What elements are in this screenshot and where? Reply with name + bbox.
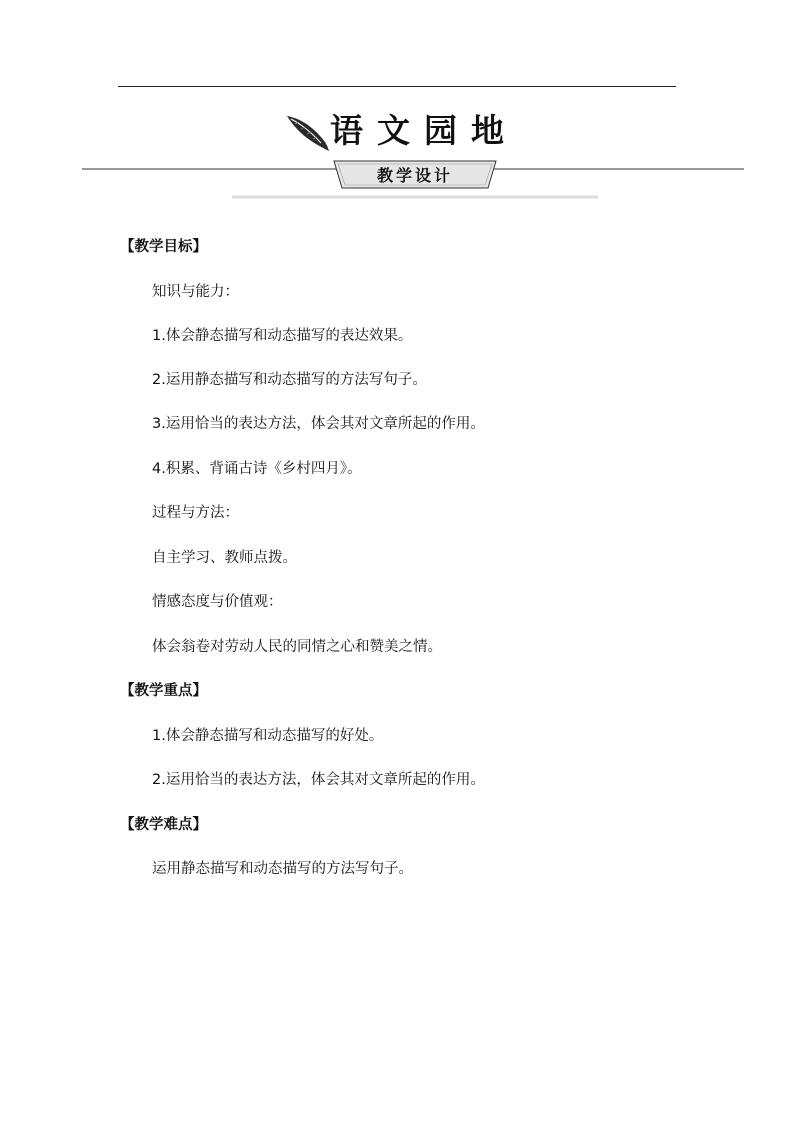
header-rule <box>118 86 676 87</box>
emotion-label: 情感态度与价值观： <box>152 594 283 610</box>
quill-icon <box>285 112 331 152</box>
difficulties-heading: 【教学难点】 <box>120 817 207 833</box>
list-item: 1.体会静态描写和动态描写的好处。 <box>152 728 384 744</box>
list-item: 3.运用恰当的表达方法，体会其对文章所起的作用。 <box>152 416 485 432</box>
key-points-heading: 【教学重点】 <box>120 683 207 699</box>
emotion-text: 体会翁卷对劳动人民的同情之心和赞美之情。 <box>152 639 442 655</box>
banner-label: 教学设计 <box>376 166 453 185</box>
process-text: 自主学习、教师点拨。 <box>152 550 297 566</box>
list-item: 1.体会静态描写和动态描写的表达效果。 <box>152 328 413 344</box>
page-title: 语文园地 <box>330 111 518 150</box>
list-item: 2.运用静态描写和动态描写的方法写句子。 <box>152 372 427 388</box>
objectives-heading: 【教学目标】 <box>120 239 207 255</box>
process-label: 过程与方法： <box>152 505 239 521</box>
list-item: 2.运用恰当的表达方法，体会其对文章所起的作用。 <box>152 772 485 788</box>
difficulties-text: 运用静态描写和动态描写的方法写句子。 <box>152 861 413 877</box>
title-block <box>0 108 794 158</box>
list-item: 4.积累、背诵古诗《乡村四月》。 <box>152 461 362 477</box>
knowledge-label: 知识与能力： <box>152 284 239 300</box>
section-banner <box>82 160 744 202</box>
